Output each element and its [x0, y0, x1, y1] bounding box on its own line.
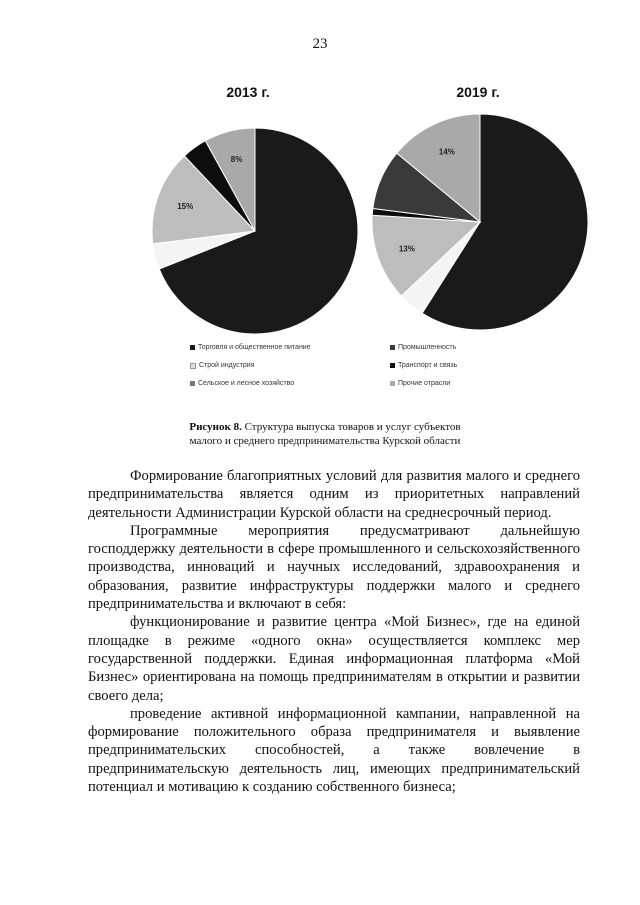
- figure-caption: [130, 420, 520, 448]
- legend-label: Промышленность: [398, 344, 457, 351]
- legend-item-trade: [190, 344, 311, 351]
- pie-chart-2013: [150, 126, 360, 336]
- chart-title-2019: 2019 г.: [456, 84, 500, 100]
- legend-swatch: [190, 381, 195, 386]
- pie-slice-label: 8%: [230, 155, 243, 165]
- legend-item-agriculture: [190, 380, 294, 387]
- legend-item-transport: [390, 362, 457, 369]
- caption-line-1: Структура выпуска товаров и услуг субъектов: [241, 421, 461, 433]
- chart-title-2013: 2013 г.: [226, 84, 270, 100]
- legend-label: Торговля и общественное питание: [198, 344, 311, 351]
- page-number: 23: [312, 36, 328, 52]
- legend-item-construction: [190, 362, 254, 369]
- legend-swatch: [190, 363, 196, 369]
- legend-swatch: [190, 345, 195, 350]
- pie-slice-label: 13%: [398, 244, 415, 254]
- caption-line-2: малого и среднего предпринимательства Курской области: [189, 435, 461, 447]
- legend-label: Транспорт и связь: [398, 362, 458, 369]
- legend-item-industry: [390, 344, 456, 351]
- legend-label: Прочие отрасли: [398, 380, 451, 387]
- pie-chart-2019: [370, 112, 590, 332]
- legend-swatch: [390, 363, 395, 368]
- legend-swatch: [390, 381, 395, 386]
- legend-label: Строй индустрия: [199, 362, 255, 369]
- body-paragraph: Формирование благоприятных условий для развития малого и среднего предпринимательства является одним из приоритетных направлений деятельности Администрации Курской области на среднесрочный период.: [88, 468, 580, 521]
- caption-label: Рисунок 8.: [189, 421, 242, 433]
- body-paragraph: функционирование и развитие центра «Мой Бизнес», где на единой площадке в режиме «одного окна» осуществляется комплекс мер государственной поддержки. Единая информационная платформа «Мой Бизнес» ориентирована на помощь предпринимателям в открытии и развитии своего дела;: [88, 614, 580, 704]
- legend-label: Сельское и лесное хозяйство: [198, 380, 295, 387]
- pie-slice-label: 14%: [438, 147, 455, 157]
- pie-slice-label: 15%: [177, 201, 194, 211]
- body-paragraph: Программные мероприятия предусматривают дальнейшую господдержку деятельности в сфере промышленного и сельскохозяйственного производства, инноваций и научных исследований, здравоохранения и образования, развитие инфраструктуры поддержки малого и среднего предпринимательства и включают в себя:: [88, 522, 580, 613]
- legend-swatch: [390, 345, 395, 350]
- legend-item-other: [390, 380, 450, 387]
- document-body: [88, 467, 580, 796]
- body-paragraph: проведение активной информационной кампании, направленной на формирование положительного образа предпринимателя и выявление предпринимательских способностей, а также вовлечение в предпринимательскую деятельность лиц, имеющих предпринимательский потенциал и мотивацию к созданию собственного бизнеса;: [88, 705, 580, 796]
